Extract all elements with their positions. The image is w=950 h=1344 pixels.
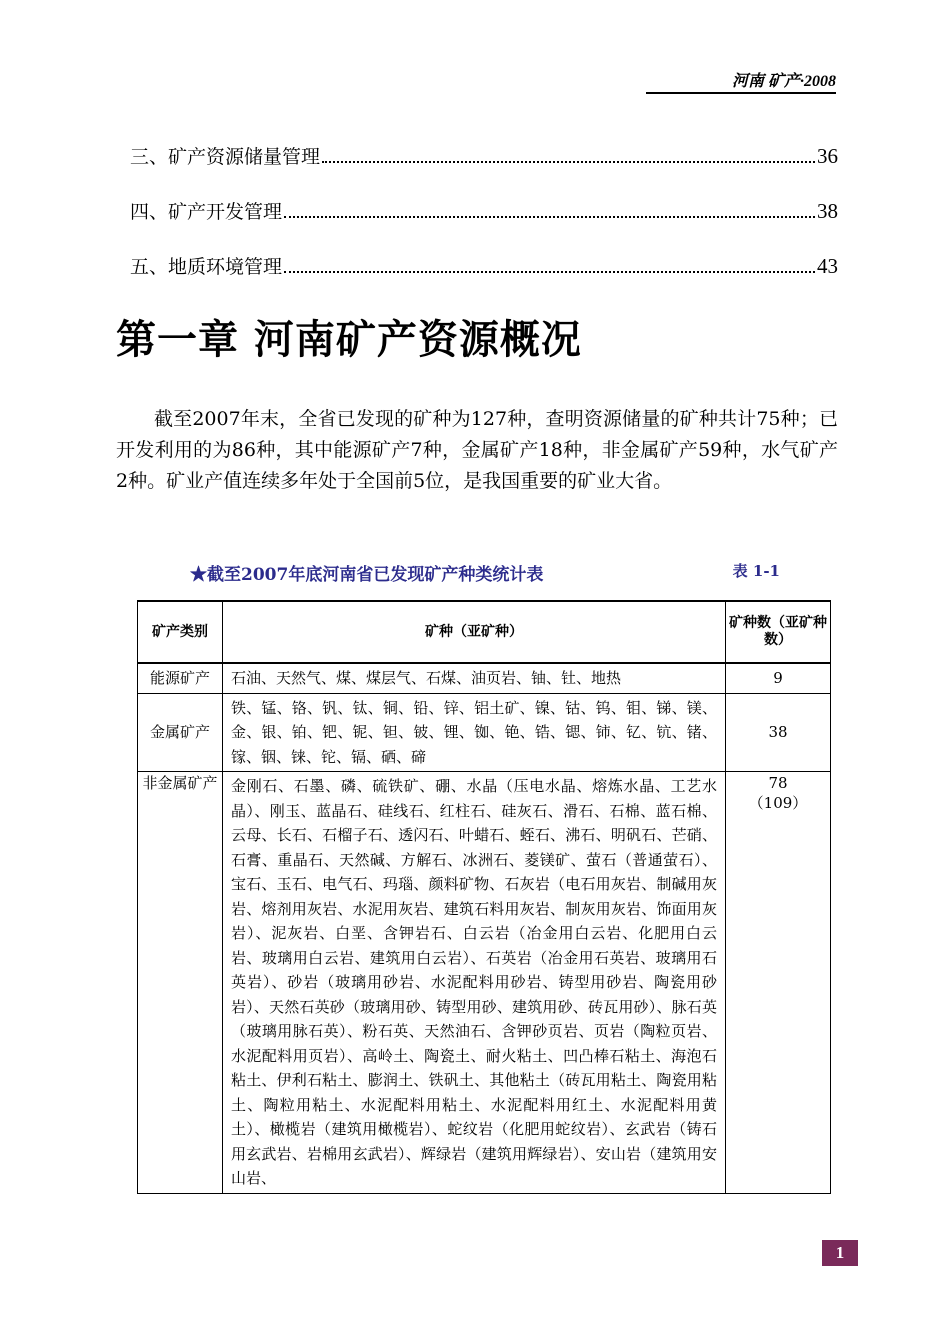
row-minerals: 金刚石、石墨、磷、硫铁矿、硼、水晶（压电水晶、熔炼水晶、工艺水晶）、刚玉、蓝晶石、硅线石、红柱石、硅灰石、滑石、石棉、蓝石棉、云母、长石、石榴子石、透闪石、叶蜡石、蛭石、沸石、明矾石、芒硝、石膏、重晶石、天然碱、方解石、冰洲石、菱镁矿、萤石（普通萤石）、宝石、玉石、电气石、玛瑙、颜料矿物、石灰岩（电石用灰岩、制碱用灰岩、熔剂用灰岩、水泥用灰岩、建筑石料用灰岩、制灰用灰岩、饰面用灰岩）、泥灰岩、白垩、含钾岩石、白云岩（冶金用白云岩、化肥用白云岩、玻璃用白云岩、建筑用白云岩）、石英岩（冶金用石英岩、玻璃用石英岩）、砂岩（玻璃用砂岩、水泥配料用砂岩、铸型用砂岩、陶瓷用砂岩）、天然石英砂（玻璃用砂、铸型用砂、建筑用砂、砖瓦用砂）、脉石英（玻璃用脉石英）、粉石英、天然油石、含钾砂页岩、页岩（陶粒页岩、水泥配料用页岩）、高岭土、陶瓷土、耐火粘土、凹凸棒石粘土、海泡石粘土、伊利石粘土、膨润土、铁矾土、其他粘土（砖瓦用粘土、陶瓷用粘土、陶粒用粘土、水泥配料用粘土、水泥配料用红土、水泥配料用黄土）、橄榄岩（建筑用橄榄岩）、蛇纹岩（化肥用蛇纹岩）、玄武岩（铸石用玄武岩、岩棉用玄武岩）、辉绿岩（建筑用辉绿岩）、安山岩（建筑用安山岩、 — [223, 772, 726, 1194]
table-header-row — [138, 601, 831, 663]
row-count: 9 — [726, 663, 831, 693]
toc-entry-page: 43 — [817, 254, 838, 278]
row-count: 38 — [726, 693, 831, 772]
header-count: 矿种数（亚矿种数） — [726, 601, 831, 663]
row-category: 能源矿产 — [138, 663, 223, 693]
toc-entry-label: 三、矿产资源储量管理 — [130, 146, 321, 168]
table-row — [138, 693, 831, 772]
running-header: 河南 矿产·2008 — [731, 73, 836, 90]
table-caption — [190, 560, 790, 586]
row-count: 78 — [768, 774, 788, 792]
chapter-title: 第一章 河南矿产资源概况 — [116, 316, 582, 363]
row-count-cell — [726, 772, 831, 1194]
page-number-badge: 1 — [822, 1240, 858, 1266]
toc-leader-dots — [322, 160, 815, 163]
toc-entry[interactable] — [130, 252, 838, 307]
row-minerals: 铁、锰、铬、钒、钛、铜、铅、锌、铝土矿、镍、钴、钨、钼、锑、镁、金、银、铂、钯、铌、钽、铍、锂、铷、铯、锆、锶、铈、钇、钪、锗、镓、铟、铼、铊、镉、硒、碲 — [223, 693, 726, 772]
toc-entry-page: 38 — [817, 199, 838, 223]
row-category: 非金属矿产 — [138, 772, 223, 1194]
toc-entry[interactable] — [130, 142, 838, 197]
table-row — [138, 772, 831, 1194]
toc-entry-page: 36 — [817, 144, 838, 168]
header-minerals: 矿种（亚矿种） — [223, 601, 726, 663]
table-row — [138, 663, 831, 693]
toc-entry[interactable] — [130, 197, 838, 252]
row-minerals: 石油、天然气、煤、煤层气、石煤、油页岩、铀、钍、地热 — [223, 663, 726, 693]
table-caption-title: ★截至2007年底河南省已发现矿产种类统计表 — [190, 565, 544, 585]
mineral-statistics-table — [137, 600, 831, 1194]
header-rule — [646, 92, 836, 94]
toc-entry-label: 四、矿产开发管理 — [130, 201, 283, 223]
table-number: 表 1-1 — [732, 562, 780, 580]
toc-leader-dots — [284, 270, 815, 273]
row-category: 金属矿产 — [138, 693, 223, 772]
row-sub-count: （109） — [748, 794, 808, 812]
table-of-contents — [130, 142, 838, 307]
toc-leader-dots — [284, 215, 815, 218]
header-category: 矿产类别 — [138, 601, 223, 663]
intro-paragraph: 截至2007年末，全省已发现的矿种为127种，查明资源储量的矿种共计75种；已开发利用的为86种，其中能源矿产7种，金属矿产18种，非金属矿产59种，水气矿产2种。矿业产值连续多年处于全国前5位，是我国重要的矿业大省。 — [116, 408, 838, 492]
toc-entry-label: 五、地质环境管理 — [130, 256, 283, 278]
